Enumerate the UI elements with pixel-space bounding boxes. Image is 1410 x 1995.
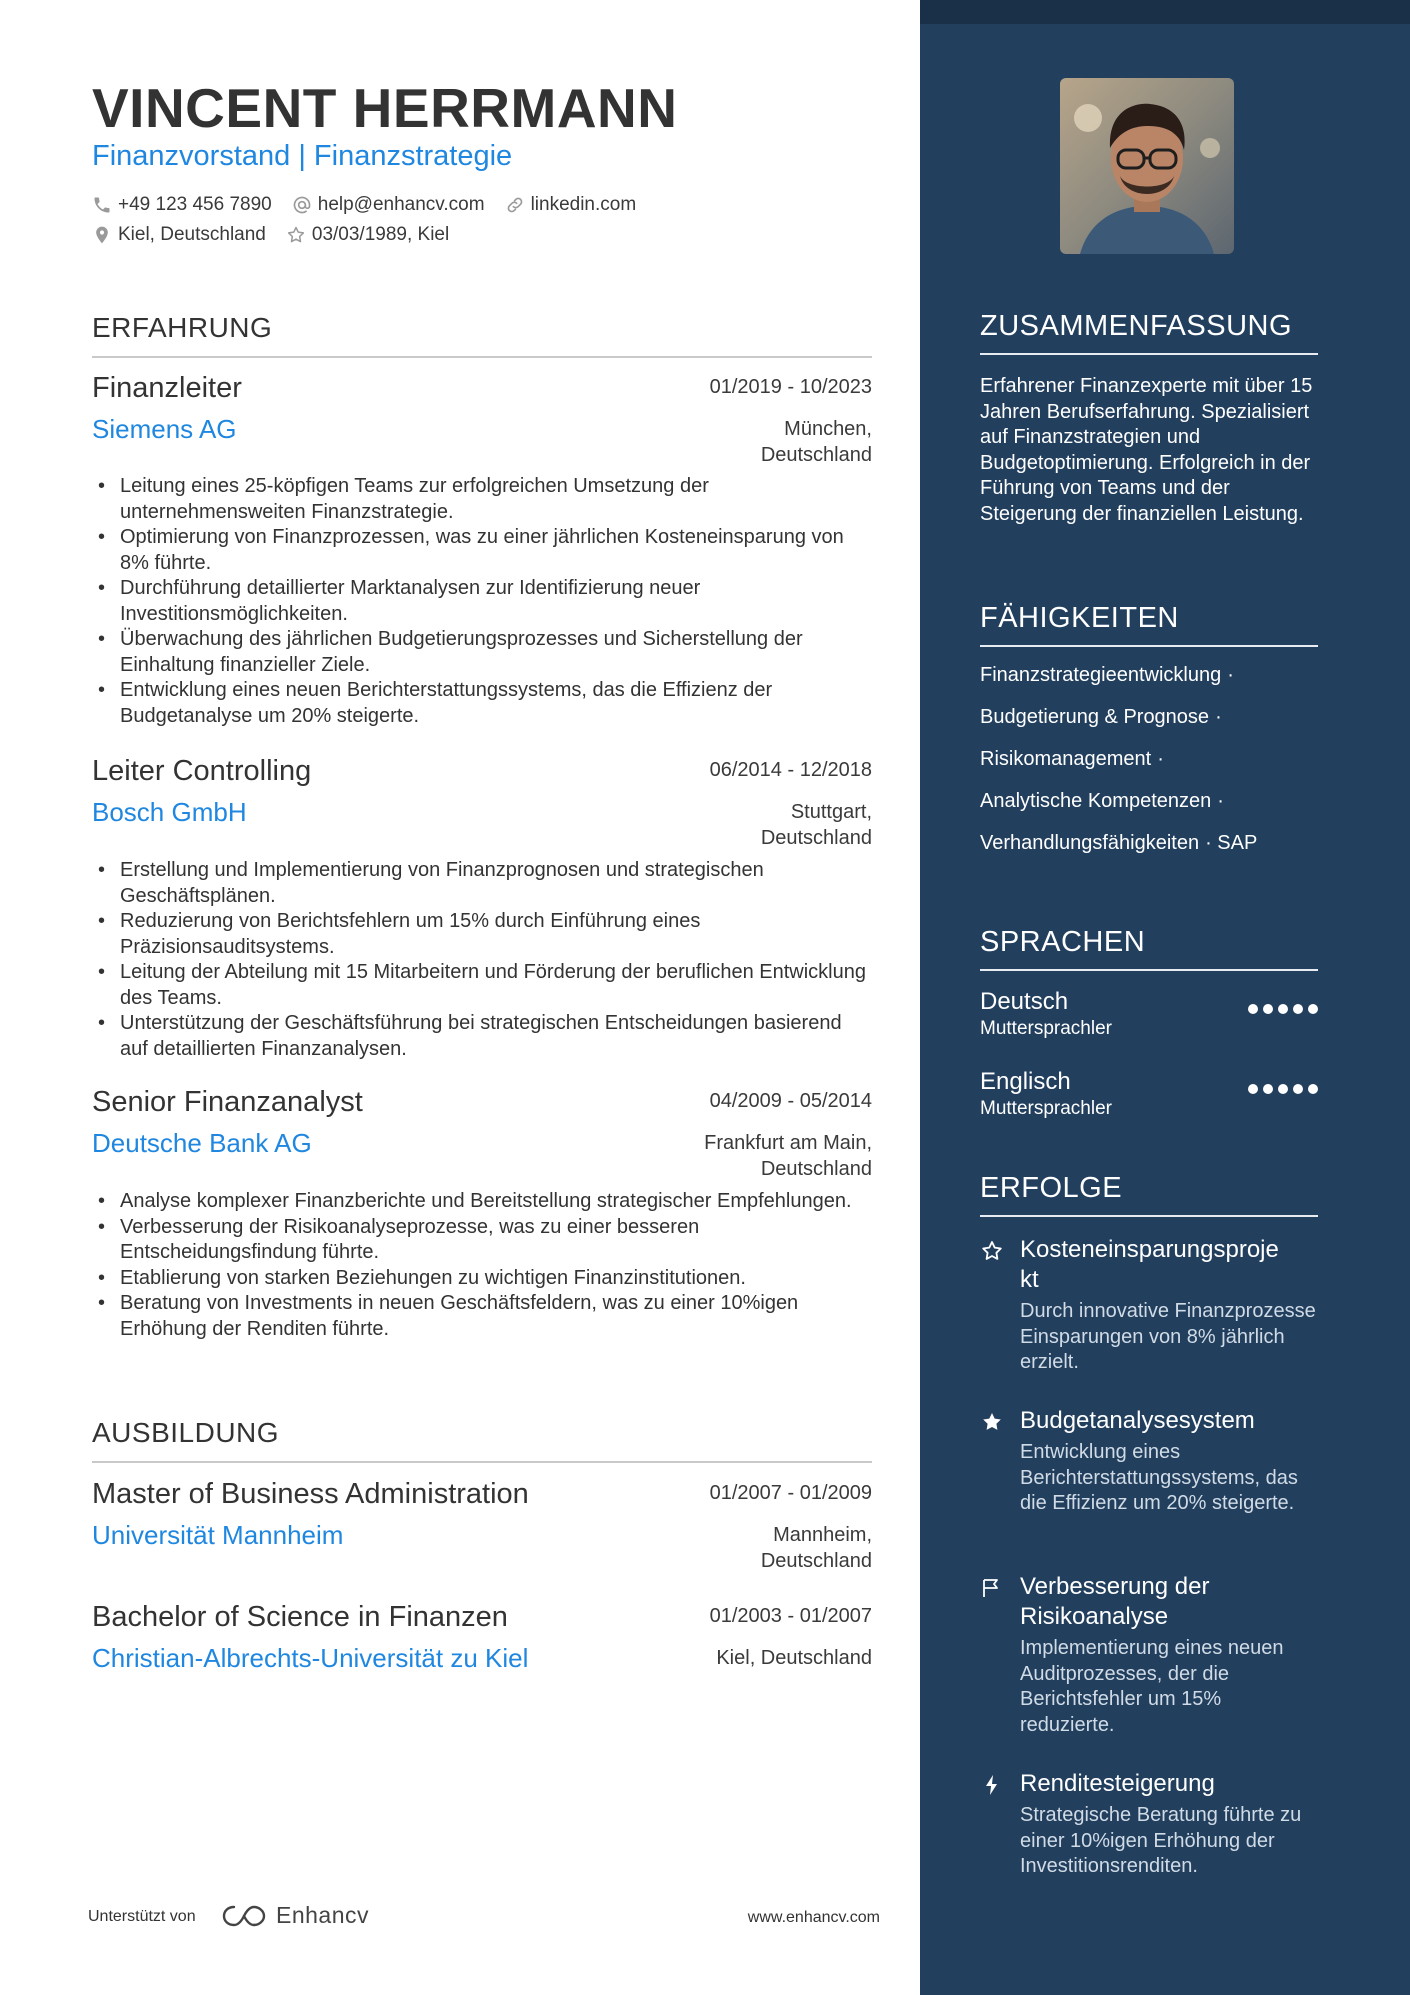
- footer-website[interactable]: www.enhancv.com: [747, 1909, 880, 1926]
- bolt-icon: [980, 1773, 1004, 1797]
- achievement-title: Budgetanalysesystem: [1020, 1407, 1255, 1434]
- language-item: [980, 1068, 1318, 1120]
- achievement-item: [980, 1406, 1320, 1517]
- contact-location: [92, 224, 266, 246]
- language-level: Muttersprachler: [980, 1018, 1112, 1039]
- education-heading: AUSBILDUNG: [92, 1417, 872, 1463]
- achievement-description: Durch innovative Finanzprozesse Einsparungen von 8% jährlich erzielt.: [1020, 1300, 1316, 1373]
- candidate-title: Finanzvorstand | Finanzstrategie: [92, 140, 513, 172]
- skill-label: Budgetierung & Prognose: [980, 706, 1210, 728]
- skills-list: [980, 664, 1320, 874]
- language-name: Deutsch: [980, 988, 1069, 1015]
- candidate-name: VINCENT HERRMANN: [92, 77, 678, 139]
- achievement-description: Entwicklung eines Berichterstattungssystems, das die Effizienz um 20% steigerte.: [1020, 1441, 1298, 1514]
- achievement-item: [980, 1769, 1320, 1880]
- bullet: • Analyse komplexer Finanzberichte und Bereitstellung strategischer Empfehlungen.: [92, 1189, 872, 1215]
- job-date: 06/2014 - 12/2018: [709, 759, 872, 781]
- school-name: Universität Mannheim: [92, 1520, 344, 1550]
- contact-email[interactable]: [292, 194, 485, 216]
- skill-item: [980, 664, 1320, 706]
- summary-text: Erfahrener Finanzexperte mit über 15 Jahren Berufserfahrung. Spezialisiert auf Finanzstrategien und Budgetoptimierung. Erfolgreich in der Führung von Teams und der Steigerung der finanziellen Leistung.: [980, 375, 1313, 525]
- skill-item: [980, 748, 1320, 790]
- job-role: Senior Finanzanalyst: [92, 1086, 363, 1118]
- rating-dot: [1263, 1084, 1273, 1094]
- job-company: Siemens AG: [92, 414, 237, 444]
- rating-dot: [1278, 1004, 1288, 1014]
- phone-text: +49 123 456 7890: [118, 194, 272, 215]
- enhancv-logo-icon: [220, 1903, 268, 1929]
- star-filled-icon: [980, 1410, 1004, 1434]
- language-item: [980, 988, 1318, 1040]
- bullet: • Optimierung von Finanzprozessen, was zu einer jährlichen Kosteneinsparung von 8% führte.: [92, 525, 872, 576]
- skill-separator: ·: [1215, 706, 1222, 728]
- phone-icon: [92, 195, 112, 215]
- location-text: Kiel, Deutschland: [118, 224, 266, 245]
- powered-by-text: Unterstützt von: [88, 1908, 196, 1925]
- contact-linkedin[interactable]: [505, 194, 637, 216]
- birth-text: 03/03/1989, Kiel: [311, 224, 450, 245]
- job-company: Deutsche Bank AG: [92, 1128, 312, 1158]
- achievement-title: Verbesserung der Risikoanalyse: [1020, 1573, 1210, 1630]
- language-name: Englisch: [980, 1068, 1071, 1095]
- achievement-description: Strategische Beratung führte zu einer 10%igen Erhöhung der Investitionsrenditen.: [1020, 1804, 1302, 1877]
- enhancv-logo[interactable]: [220, 1902, 369, 1929]
- school-location: Mannheim, Deutschland: [760, 1524, 872, 1572]
- job-role: Finanzleiter: [92, 372, 242, 404]
- language-rating: [1243, 1084, 1318, 1094]
- contact-birth: [286, 224, 449, 246]
- enhancv-logo-text: Enhancv: [276, 1902, 370, 1928]
- job-bullets: [92, 858, 872, 1062]
- contact-row-1: [92, 194, 656, 216]
- achievement-description: Implementierung eines neuen Auditprozesses, der die Berichtsfehler um 15% reduzierte.: [1020, 1637, 1284, 1736]
- achievements-heading: ERFOLGE: [980, 1172, 1318, 1217]
- skill-separator: ·: [1217, 790, 1224, 812]
- sidebar-top-bar: [920, 0, 1410, 24]
- achievement-item: [980, 1572, 1320, 1738]
- achievement-title: Renditesteigerung: [1020, 1770, 1215, 1797]
- rating-dot: [1293, 1084, 1303, 1094]
- job-bullets: [92, 474, 872, 729]
- bullet: • Etablierung von starken Beziehungen zu wichtigen Finanzinstitutionen.: [92, 1266, 872, 1292]
- profile-photo: [1060, 78, 1234, 254]
- education-entry: [92, 1601, 872, 1673]
- rating-dot: [1263, 1004, 1273, 1014]
- rating-dot: [1308, 1084, 1318, 1094]
- achievement-title: Kosteneinsparungsproje kt: [1020, 1236, 1279, 1293]
- skills-heading: FÄHIGKEITEN: [980, 602, 1318, 647]
- skill-item: [980, 706, 1320, 748]
- skill-label: Risikomanagement: [980, 748, 1152, 770]
- skill-separator: ·: [1157, 748, 1164, 770]
- bullet: • Unterstützung der Geschäftsführung bei strategischen Entscheidungen basierend auf detaillierten Finanzanalysen.: [92, 1011, 872, 1062]
- bullet: • Entwicklung eines neuen Berichterstattungssystems, das die Effizienz der Budgetanalyse um 20% steigerte.: [92, 678, 872, 729]
- skill-item: [980, 790, 1320, 832]
- skill-label: Analytische Kompetenzen: [980, 790, 1212, 812]
- experience-entry: [92, 1086, 872, 1340]
- bullet: • Leitung der Abteilung mit 15 Mitarbeitern und Förderung der beruflichen Entwicklung des Teams.: [92, 960, 872, 1011]
- footer: [88, 1902, 880, 1932]
- language-level: Muttersprachler: [980, 1098, 1112, 1119]
- location-pin-icon: [92, 225, 112, 245]
- bullet: • Erstellung und Implementierung von Finanzprognosen und strategischen Geschäftsplänen.: [92, 858, 872, 909]
- bullet: • Leitung eines 25-köpfigen Teams zur erfolgreichen Umsetzung der unternehmensweiten Finanzstrategie.: [92, 474, 872, 525]
- email-text[interactable]: help@enhancv.com: [317, 194, 485, 215]
- contact-row-2: [92, 224, 469, 246]
- job-company: Bosch GmbH: [92, 797, 247, 827]
- school-name: Christian-Albrechts-Universität zu Kiel: [92, 1643, 529, 1673]
- sidebar: [920, 0, 1410, 1995]
- summary-heading: ZUSAMMENFASSUNG: [980, 310, 1318, 355]
- skill-item: [980, 832, 1320, 874]
- skill-label: SAP: [1217, 832, 1258, 854]
- job-date: 04/2009 - 05/2014: [709, 1090, 872, 1112]
- languages-heading: SPRACHEN: [980, 926, 1318, 971]
- job-location: Frankfurt am Main, Deutschland: [704, 1132, 872, 1180]
- bullet: • Reduzierung von Berichtsfehlern um 15% durch Einführung eines Präzisionsauditsystems.: [92, 909, 872, 960]
- at-icon: [292, 195, 312, 215]
- bullet: • Durchführung detaillierter Marktanalysen zur Identifizierung neuer Investitionsmöglichkeiten.: [92, 576, 872, 627]
- rating-dot: [1248, 1004, 1258, 1014]
- job-location: München, Deutschland: [760, 418, 872, 466]
- achievement-item: [980, 1235, 1320, 1376]
- skill-label: Finanzstrategieentwicklung: [980, 664, 1222, 686]
- rating-dot: [1278, 1084, 1288, 1094]
- rating-dot: [1248, 1084, 1258, 1094]
- star-outline-icon: [980, 1239, 1004, 1263]
- bullet: • Verbesserung der Risikoanalyseprozesse, was zu einer besseren Entscheidungsfindung führte.: [92, 1215, 872, 1266]
- degree-title: Master of Business Administration: [92, 1478, 529, 1510]
- linkedin-text[interactable]: linkedin.com: [530, 194, 637, 215]
- education-date: 01/2003 - 01/2007: [709, 1605, 872, 1627]
- link-icon: [505, 195, 525, 215]
- skill-separator: ·: [1227, 664, 1234, 686]
- rating-dot: [1308, 1004, 1318, 1014]
- job-bullets: [92, 1189, 872, 1342]
- bullet: • Beratung von Investments in neuen Geschäftsfeldern, was zu einer 10%igen Erhöhung der Renditen führte.: [92, 1291, 872, 1342]
- flag-icon: [980, 1576, 1004, 1600]
- profile-photo-image: [1060, 78, 1234, 254]
- star-outline-icon: [286, 225, 306, 245]
- degree-title: Bachelor of Science in Finanzen: [92, 1601, 508, 1633]
- contact-phone: [92, 194, 272, 216]
- job-location: Stuttgart, Deutschland: [760, 801, 872, 849]
- language-rating: [1243, 1004, 1318, 1014]
- education-date: 01/2007 - 01/2009: [709, 1482, 872, 1504]
- experience-heading: ERFAHRUNG: [92, 312, 872, 358]
- skill-separator: ·: [1205, 832, 1212, 854]
- education-entry: [92, 1478, 872, 1572]
- job-role: Leiter Controlling: [92, 755, 312, 787]
- rating-dot: [1293, 1004, 1303, 1014]
- experience-entry: [92, 372, 872, 727]
- bullet: • Überwachung des jährlichen Budgetierungsprozesses und Sicherstellung der Einhaltung finanzieller Ziele.: [92, 627, 872, 678]
- experience-entry: [92, 755, 872, 1060]
- skill-label: Verhandlungsfähigkeiten: [980, 832, 1200, 854]
- school-location: Kiel, Deutschland: [716, 1647, 872, 1669]
- job-date: 01/2019 - 10/2023: [709, 376, 872, 398]
